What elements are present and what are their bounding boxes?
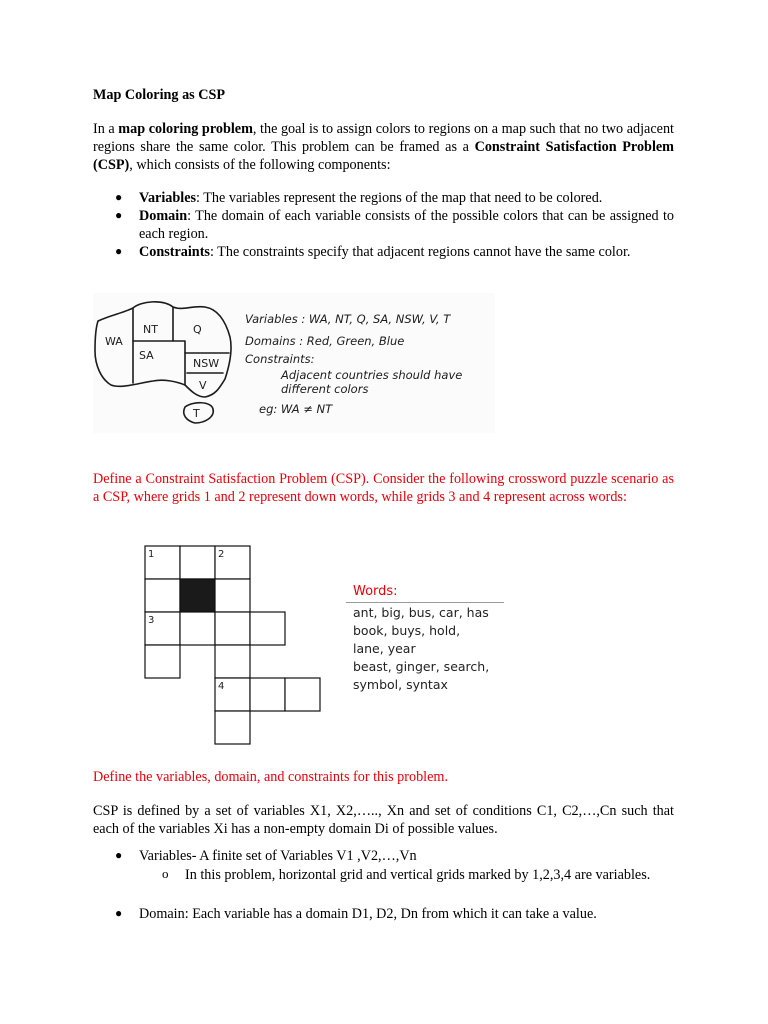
- list-item-text: : The domain of each variable consists of the possible colors that can be assigned to each region.: [139, 208, 674, 242]
- list-item-text: : The constraints specify that adjacent regions cannot have the same color.: [209, 244, 631, 260]
- region-v: V: [199, 379, 207, 392]
- words-divider: [346, 602, 504, 603]
- sub-list-item: In this problem, horizontal grid and vertical grids marked by 1,2,3,4 are variables.: [185, 867, 651, 883]
- cell-number-3: 3: [148, 615, 155, 626]
- cell-number-1: 1: [148, 549, 155, 560]
- page-title: Map Coloring as CSP: [93, 87, 226, 103]
- words-title: Words:: [353, 584, 398, 599]
- words-line: book, buys, hold,: [353, 623, 461, 638]
- bullet-icon: ●: [115, 208, 123, 222]
- bullet-icon: ●: [115, 190, 123, 204]
- cell-number-4: 4: [218, 681, 225, 692]
- list-item-term: Variables: [139, 190, 197, 206]
- intro-bold-1: map coloring problem: [118, 121, 253, 137]
- list-item-text: : The variables represent the regions of the map that need to be colored.: [196, 190, 603, 206]
- region-nt: NT: [143, 323, 158, 336]
- list-item: [139, 207, 674, 243]
- map-sketch: [93, 293, 495, 433]
- cell-number-2: 2: [218, 549, 225, 560]
- question-define: Define the variables, domain, and constraints for this problem.: [93, 769, 448, 785]
- words-line: symbol, syntax: [353, 677, 448, 692]
- list-item: [139, 243, 674, 261]
- bullet-icon: ●: [115, 906, 123, 920]
- sketch-line: Variables : WA, NT, Q, SA, NSW, V, T: [245, 312, 451, 326]
- list-item: [139, 189, 674, 207]
- sketch-line: Adjacent countries should have: [281, 368, 463, 382]
- list-item-variables: Variables- A finite set of Variables V1 ,V2,…,Vn: [139, 848, 417, 864]
- words-line: beast, ginger, search,: [353, 659, 490, 674]
- words-list: [353, 604, 489, 694]
- region-wa: WA: [105, 335, 123, 348]
- sketch-line: different colors: [281, 382, 369, 396]
- bullet-icon: ●: [115, 848, 123, 862]
- sketch-line: Constraints:: [245, 352, 315, 366]
- region-sa: SA: [139, 349, 154, 362]
- intro-text-3: , which consists of the following components:: [129, 157, 391, 173]
- sketch-line: eg: WA ≠ NT: [259, 402, 333, 416]
- intro-text-1: In a: [93, 121, 119, 137]
- list-item-term: Domain: [139, 208, 188, 224]
- intro-paragraph: [93, 120, 674, 174]
- words-line: ant, big, bus, car, has: [353, 605, 489, 620]
- question-crossword: Define a Constraint Satisfaction Problem (CSP). Consider the following crossword puzzle scenario as a CSP, where grids 1 and 2 represent down words, while grids 3 and 4 represent across words:: [93, 471, 674, 505]
- bullet-icon: ●: [115, 244, 123, 258]
- region-t: T: [193, 407, 200, 420]
- intro-bold-2: Constraint Satisfaction Problem (CSP): [93, 139, 674, 173]
- region-q: Q: [193, 323, 202, 336]
- crossword-grid: [143, 544, 323, 746]
- intro-text-2: , the goal is to assign colors to regions on a map such that no two adjacent regions share the same color. This problem can be framed as a: [93, 121, 674, 155]
- sketch-line: Domains : Red, Green, Blue: [245, 334, 405, 348]
- circle-bullet-icon: o: [162, 866, 169, 881]
- csp-definition: CSP is defined by a set of variables X1, X2,….., Xn and set of conditions C1, C2,…,Cn such that each of the variables Xi has a non-empty domain Di of possible values.: [93, 803, 674, 837]
- black-cell: [180, 579, 215, 612]
- region-nsw: NSW: [193, 357, 220, 370]
- words-line: lane, year: [353, 641, 416, 656]
- list-item-term: Constraints: [139, 244, 210, 260]
- list-item-domain: Domain: Each variable has a domain D1, D2, Dn from which it can take a value.: [139, 906, 597, 922]
